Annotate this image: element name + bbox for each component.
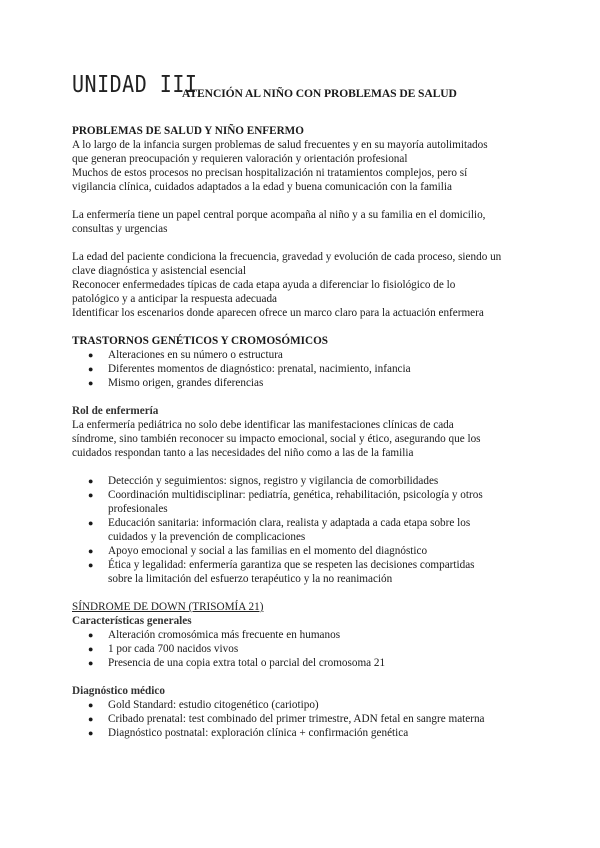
list-item: ● Alteraciones en su número o estructura — [88, 349, 283, 361]
bullet-icon: ● — [88, 714, 94, 724]
bullet-icon: ● — [88, 364, 94, 374]
page-header — [72, 70, 560, 106]
list-item: ● Diagnóstico postnatal: exploración clínica + confirmación genética — [88, 727, 409, 739]
list-item: ● Detección y seguimientos: signos, registro y vigilancia de comorbilidades — [88, 475, 439, 487]
text-line: cuidados respondan tanto a las necesidades del niño como a las de la familia — [72, 447, 414, 459]
bullet-icon: ● — [88, 350, 94, 360]
text-line: Muchos de estos procesos no precisan hospitalización ni tratamientos complejos, pero sí — [72, 167, 468, 179]
text-line: A lo largo de la infancia surgen problemas de salud frecuentes y en su mayoría autolimitados — [72, 139, 488, 151]
text-line: síndrome, sino también reconocer su impacto emocional, social y ético, asegurando que los — [72, 433, 481, 445]
text-line: clave diagnóstica y asistencial esencial — [72, 265, 246, 277]
text-line: La enfermería tiene un papel central porque acompaña al niño y a su familia en el domicilio, — [72, 209, 486, 221]
text-line: Identificar los escenarios donde aparecen ofrece un marco claro para la actuación enfermera — [72, 307, 484, 319]
subheading-caracteristicas: Características generales — [72, 615, 192, 627]
bullet-icon: ● — [88, 546, 94, 556]
text-line: consultas y urgencias — [72, 223, 168, 235]
text-line: que generan preocupación y requieren valoración y orientación profesional — [72, 153, 408, 165]
bullet-list — [72, 628, 534, 670]
bullet-icon: ● — [88, 490, 94, 500]
bullet-list — [72, 348, 534, 390]
list-item: ● 1 por cada 700 nacidos vivos — [88, 643, 239, 655]
bullet-icon: ● — [88, 700, 94, 710]
section-heading-problemas: PROBLEMAS DE SALUD Y NIÑO ENFERMO — [72, 125, 304, 137]
list-item: ● Educación sanitaria: información clara, realista y adaptada a cada etapa sobre los cuidados y la prevención de complicaciones — [88, 517, 471, 543]
bullet-icon: ● — [88, 560, 94, 570]
bullet-icon: ● — [88, 644, 94, 654]
list-item: ● Diferentes momentos de diagnóstico: prenatal, nacimiento, infancia — [88, 363, 411, 375]
text-line: vigilancia clínica, cuidados adaptados a la edad y buena comunicación con la familia — [72, 181, 452, 193]
bullet-icon: ● — [88, 378, 94, 388]
page-title: ATENCIÓN AL NIÑO CON PROBLEMAS DE SALUD — [182, 87, 457, 100]
document-body — [72, 124, 534, 740]
subheading-diagnostico: Diagnóstico médico — [72, 685, 165, 697]
list-item: ● Mismo origen, grandes diferencias — [88, 377, 264, 389]
list-item: ● Alteración cromosómica más frecuente en humanos — [88, 629, 341, 641]
bullet-icon: ● — [88, 658, 94, 668]
bullet-icon: ● — [88, 476, 94, 486]
list-item: ● Ética y legalidad: enfermería garantiza que se respeten las decisiones compartidas sobre la limitación del esfuerzo terapéutico y la no reanimación — [88, 559, 475, 585]
bullet-icon: ● — [88, 630, 94, 640]
text-line: La enfermería pediátrica no solo debe identificar las manifestaciones clínicas de cada — [72, 419, 454, 431]
list-item: ● Presencia de una copia extra total o parcial del cromosoma 21 — [88, 657, 386, 669]
section-heading-trastornos: TRASTORNOS GENÉTICOS Y CROMOSÓMICOS — [72, 335, 329, 347]
list-item: ● Cribado prenatal: test combinado del primer trimestre, ADN fetal en sangre materna — [88, 713, 485, 725]
list-item: ● Coordinación multidisciplinar: pediatría, genética, rehabilitación, psicología y otros profesionales — [88, 489, 483, 515]
section-heading-down: SÍNDROME DE DOWN (TRISOMÍA 21) — [72, 601, 264, 613]
section-heading-rol: Rol de enfermería — [72, 405, 159, 417]
list-item: ● Apoyo emocional y social a las familias en el momento del diagnóstico — [88, 545, 428, 557]
bullet-icon: ● — [88, 728, 94, 738]
text-line: La edad del paciente condiciona la frecuencia, gravedad y evolución de cada proceso, siendo un — [72, 251, 502, 263]
text-line: patológico y a anticipar la respuesta adecuada — [72, 293, 278, 305]
text-line: Reconocer enfermedades típicas de cada etapa ayuda a diferenciar lo fisiológico de lo — [72, 279, 456, 291]
bullet-list — [72, 474, 534, 586]
list-item: ● Gold Standard: estudio citogenético (cariotipo) — [88, 699, 319, 711]
bullet-list — [72, 698, 534, 740]
unit-label: UNIDAD III — [72, 70, 198, 98]
bullet-icon: ● — [88, 518, 94, 528]
